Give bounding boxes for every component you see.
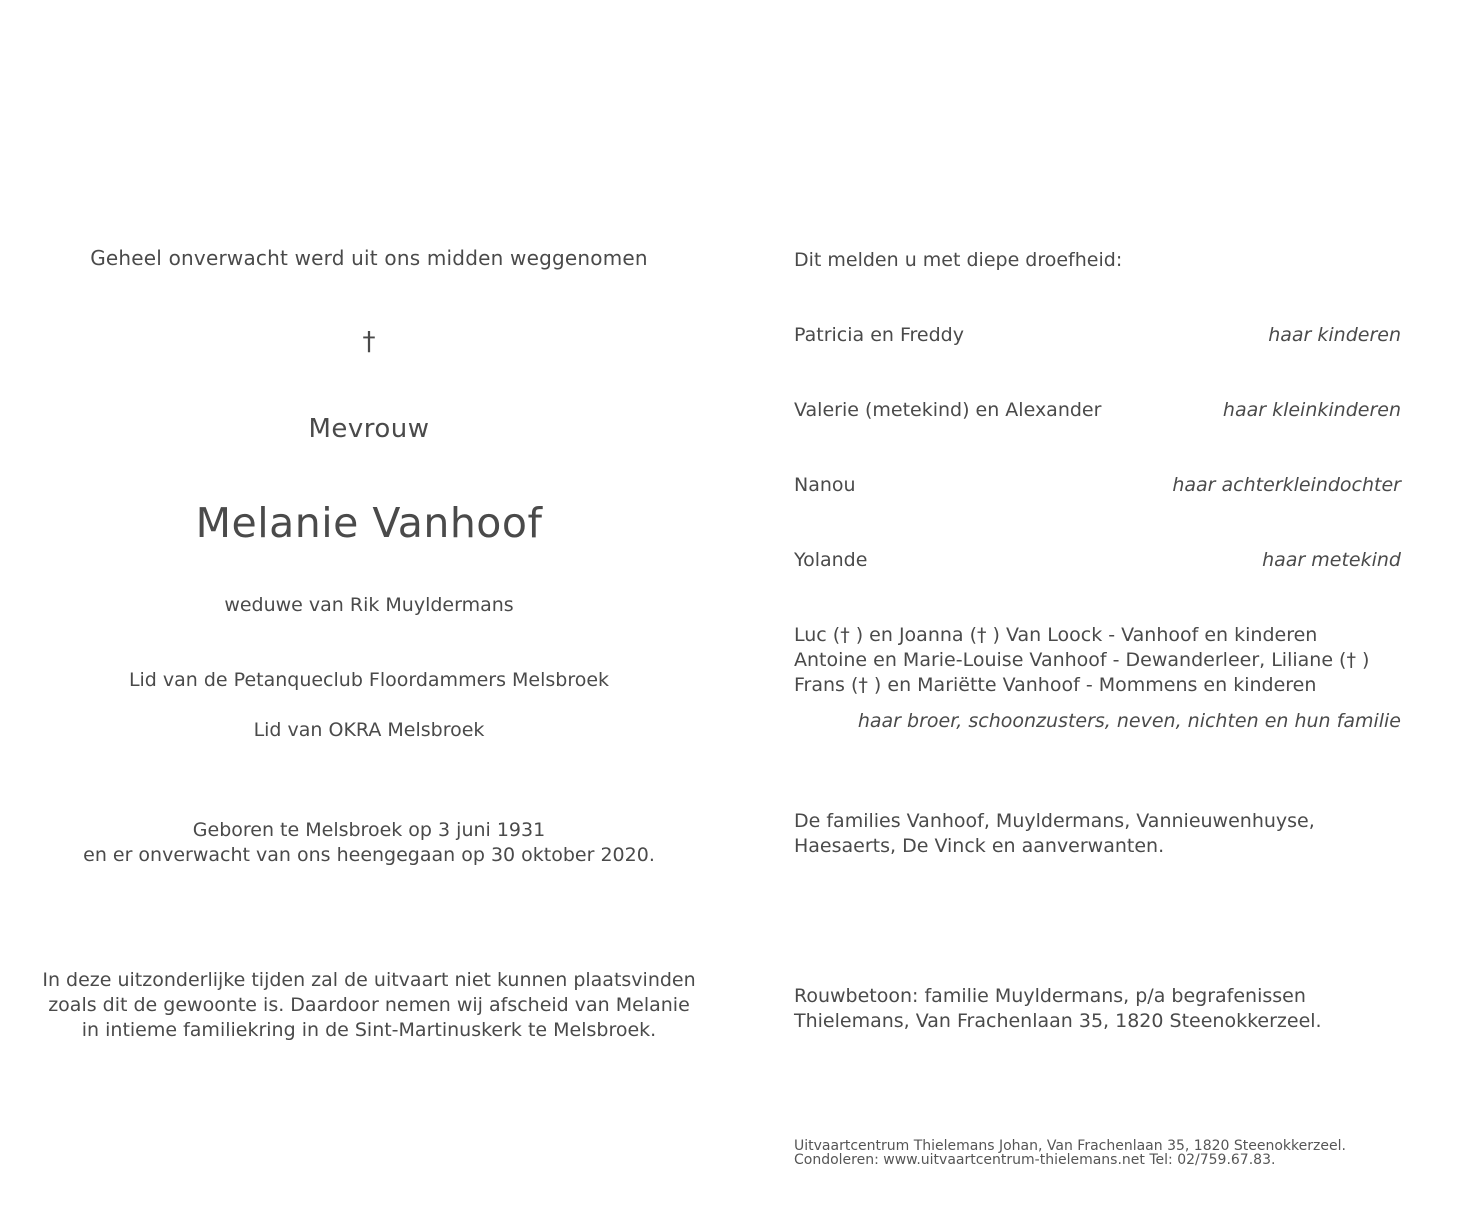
- funeral-notice: [0, 968, 738, 1043]
- announcement-intro: Dit melden u met diepe droefheid:: [794, 249, 1123, 271]
- membership-2: Lid van OKRA Melsbroek: [253, 719, 485, 741]
- funeral-home-footer: [794, 1139, 1401, 1167]
- intro-text: Geheel onverwacht werd uit ons midden weggenomen: [90, 246, 648, 270]
- notice-line: zoals dit de gewoonte is. Daardoor nemen wij afscheid van Melanie: [48, 994, 690, 1016]
- sibling-line: Frans († ) en Mariëtte Vanhoof - Mommens en kinderen: [794, 674, 1317, 696]
- relative-row: [794, 323, 1401, 348]
- notice-line: In deze uitzonderlijke tijden zal de uitvaart niet kunnen plaatsvinden: [42, 969, 696, 991]
- relative-names: Valerie (metekind) en Alexander: [794, 399, 1102, 421]
- relative-row: [794, 398, 1401, 423]
- life-dates: [0, 818, 738, 868]
- deceased-name: Melanie Vanhoof: [195, 499, 543, 547]
- born-line: Geboren te Melsbroek op 3 juni 1931: [192, 819, 546, 841]
- relative-role: haar metekind: [1262, 549, 1401, 571]
- sibling-line: Luc († ) en Joanna († ) Van Loock - Vanhoof en kinderen: [794, 624, 1318, 646]
- footer-line: Condoleren: www.uitvaartcentrum-thielemans.net Tel: 02/759.67.83.: [794, 1152, 1276, 1168]
- families-line: Haesaerts, De Vinck en aanverwanten.: [794, 835, 1165, 857]
- address-line: Thielemans, Van Frachenlaan 35, 1820 Steenokkerzeel.: [794, 1010, 1322, 1032]
- footer-line: Uitvaartcentrum Thielemans Johan, Van Frachenlaan 35, 1820 Steenokkerzeel.: [794, 1138, 1346, 1154]
- deceased-title: Mevrouw: [308, 414, 430, 444]
- condolence-address: [794, 984, 1401, 1034]
- widow-text: weduwe van Rik Muyldermans: [224, 594, 514, 616]
- cross-icon: †: [362, 327, 376, 357]
- relative-names: Yolande: [794, 549, 868, 571]
- siblings-list: [794, 623, 1401, 698]
- relative-row: [794, 473, 1401, 498]
- relative-role: haar kinderen: [1268, 324, 1401, 346]
- relative-row: [794, 548, 1401, 573]
- relative-role: haar kleinkinderen: [1222, 399, 1401, 421]
- relative-names: Patricia en Freddy: [794, 324, 964, 346]
- died-line: en er onverwacht van ons heengegaan op 30 oktober 2020.: [83, 844, 655, 866]
- address-line: Rouwbetoon: familie Muyldermans, p/a begrafenissen: [794, 985, 1306, 1007]
- families-text: [794, 809, 1401, 859]
- notice-line: in intieme familiekring in de Sint-Martinuskerk te Melsbroek.: [81, 1019, 657, 1041]
- relative-role: haar achterkleindochter: [1172, 474, 1401, 496]
- siblings-role: haar broer, schoonzusters, neven, nichten en hun familie: [857, 710, 1401, 732]
- membership-1: Lid van de Petanqueclub Floordammers Melsbroek: [128, 669, 610, 691]
- families-line: De families Vanhoof, Muyldermans, Vannieuwenhuyse,: [794, 810, 1315, 832]
- sibling-line: Antoine en Marie-Louise Vanhoof - Dewanderleer, Liliane († ): [794, 649, 1370, 671]
- relative-names: Nanou: [794, 474, 856, 496]
